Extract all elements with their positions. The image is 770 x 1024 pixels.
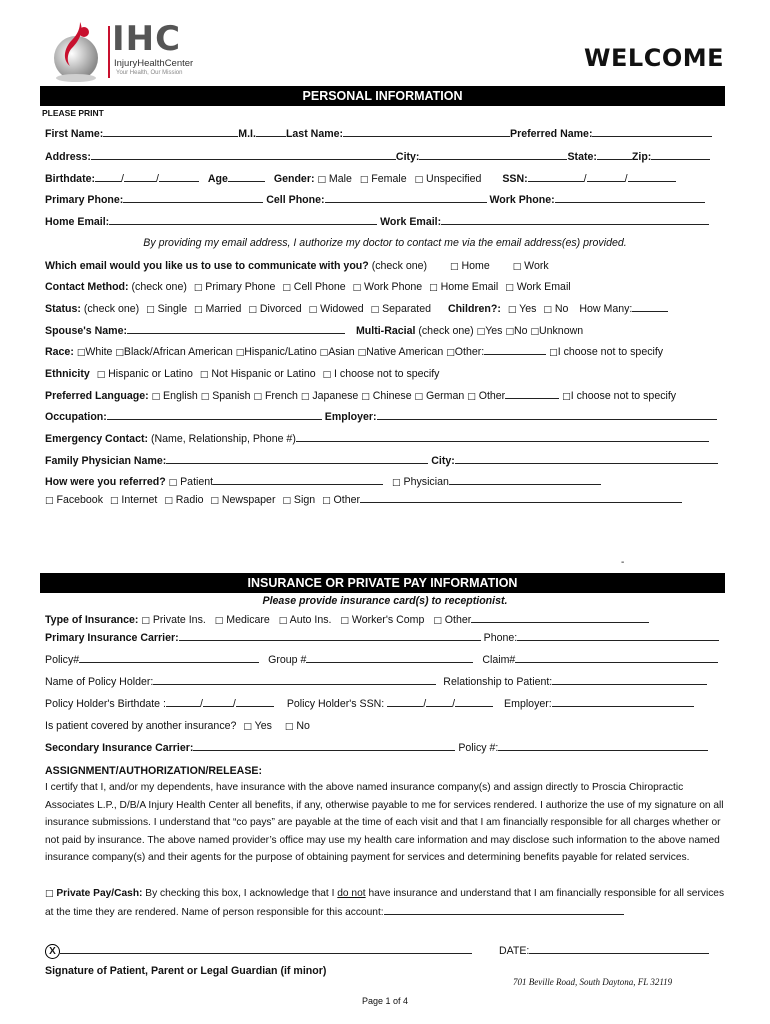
family-physician-field[interactable] xyxy=(166,454,428,464)
race-native-checkbox[interactable]: □ xyxy=(357,348,367,358)
physician-city-field[interactable] xyxy=(455,454,718,464)
referral-radio-checkbox[interactable]: □ xyxy=(164,496,173,506)
holder-ssn-part1-field[interactable] xyxy=(387,697,423,707)
occupation-label: Occupation: xyxy=(45,411,107,423)
ihc-logo xyxy=(50,18,220,86)
emergency-contact-label: Emergency Contact: xyxy=(45,433,149,445)
private-pay-do-not: do not xyxy=(337,888,366,899)
status-separated-checkbox[interactable]: □ xyxy=(370,305,380,315)
holder-ssn-label: Policy Holder's SSN: xyxy=(286,698,385,710)
primary-carrier-row xyxy=(45,631,724,645)
contact-work-phone-checkbox[interactable]: □ xyxy=(352,283,362,293)
holder-birth-day-field[interactable] xyxy=(203,697,233,707)
address-label: Address: xyxy=(45,151,91,163)
referral-source-row xyxy=(45,493,724,508)
work-email-label: Work Email: xyxy=(380,216,442,228)
holder-ssn-part3-field[interactable] xyxy=(455,697,493,707)
insurance-type-row xyxy=(45,613,724,628)
contact-work-phone-label: Work Phone xyxy=(364,281,423,293)
status-check-one: (check one) xyxy=(83,303,140,315)
race-other-field[interactable] xyxy=(484,345,546,355)
email-consent-text: By providing my email address, I authorize my doctor to contact me via the email address(es) provided. xyxy=(143,237,627,249)
spouse-row xyxy=(45,324,724,339)
language-english-checkbox[interactable]: □ xyxy=(151,392,161,402)
ins-private-checkbox[interactable]: □ xyxy=(141,616,150,626)
secondary-carrier-row xyxy=(45,741,724,755)
language-german-checkbox[interactable]: □ xyxy=(414,392,424,402)
work-email-field[interactable] xyxy=(441,215,709,225)
city-label: City: xyxy=(395,151,420,163)
private-pay-text-b: have insurance and understand that I am financially responsible for all services at the time they are rendered. Name of person responsible for this account: xyxy=(45,888,725,918)
email-home-label: Home xyxy=(461,260,490,272)
logo-title: IHC xyxy=(112,19,182,59)
race-row xyxy=(45,345,724,360)
birth-year-field[interactable] xyxy=(159,172,199,182)
birthdate-label: Birthdate: xyxy=(45,173,96,185)
multi-racial-no-checkbox[interactable]: □ xyxy=(505,327,514,337)
language-row xyxy=(45,389,724,404)
language-no-specify-label: I choose not to specify xyxy=(570,390,677,402)
private-pay-paragraph xyxy=(45,885,725,921)
race-hispanic-label: Hispanic/Latino xyxy=(244,346,317,358)
referral-other-checkbox[interactable]: □ xyxy=(322,496,331,506)
referral-physician-checkbox[interactable]: □ xyxy=(392,478,401,488)
ins-auto-label: Auto Ins. xyxy=(289,614,332,626)
zip-label: Zip: xyxy=(631,151,652,163)
contact-check-one: (check one) xyxy=(131,281,187,293)
policy-field[interactable] xyxy=(79,653,259,663)
gender-female-checkbox[interactable]: □ xyxy=(359,175,369,185)
phone-row xyxy=(45,193,724,207)
physician-city-label: City: xyxy=(431,455,455,467)
children-label: Children?: xyxy=(447,303,501,315)
assignment-heading: ASSIGNMENT/AUTHORIZATION/RELEASE: xyxy=(45,765,262,777)
emergency-contact-field[interactable] xyxy=(296,432,709,442)
other-insurance-label: Is patient covered by another insurance? xyxy=(45,720,237,732)
welcome-heading: WELCOME xyxy=(584,44,724,72)
status-married-label: Married xyxy=(205,303,242,315)
status-separated-label: Separated xyxy=(382,303,431,315)
group-field[interactable] xyxy=(306,653,473,663)
primary-carrier-label: Primary Insurance Carrier: xyxy=(45,632,179,644)
referral-patient-field[interactable] xyxy=(213,475,383,485)
insurance-header: INSURANCE OR PRIVATE PAY INFORMATION xyxy=(40,573,725,593)
ssn-part3-field[interactable] xyxy=(628,172,676,182)
primary-phone-label: Primary Phone: xyxy=(45,194,124,206)
referral-sign-label: Sign xyxy=(293,494,316,506)
birth-month-field[interactable] xyxy=(95,172,121,182)
holder-birthdate-row: Policy Holder's Birthdate : / / Policy Holder's SSN: / / Employer: xyxy=(45,697,724,711)
ethnicity-hispanic-label: Hispanic or Latino xyxy=(108,368,193,380)
holder-birth-month-field[interactable] xyxy=(166,697,200,707)
race-black-label: Black/African American xyxy=(123,346,233,358)
policy-holder-row xyxy=(45,675,724,689)
referral-row xyxy=(45,475,724,490)
name-row xyxy=(45,127,724,141)
mi-field[interactable] xyxy=(256,127,286,137)
ins-other-field[interactable] xyxy=(471,613,649,623)
language-english-label: English xyxy=(163,390,198,402)
secondary-carrier-field[interactable] xyxy=(193,741,455,751)
ethnicity-hispanic-checkbox[interactable]: □ xyxy=(96,370,106,380)
multi-racial-unknown-label: Unknown xyxy=(538,325,584,337)
state-label: State: xyxy=(567,151,597,163)
cell-phone-field[interactable] xyxy=(325,193,487,203)
contact-cell-phone-checkbox[interactable]: □ xyxy=(282,283,291,293)
language-french-checkbox[interactable]: □ xyxy=(253,392,262,402)
language-japanese-label: Japanese xyxy=(312,390,359,402)
address-field[interactable] xyxy=(91,150,396,160)
holder-employer-field[interactable] xyxy=(552,697,694,707)
email-row xyxy=(45,215,724,229)
children-no-label: No xyxy=(554,303,569,315)
language-german-label: German xyxy=(426,390,465,402)
referral-physician-field[interactable] xyxy=(449,475,601,485)
email-preference-row xyxy=(45,259,724,274)
contact-primary-phone-label: Primary Phone xyxy=(205,281,276,293)
cell-phone-label: Cell Phone: xyxy=(266,194,325,206)
race-other-label: Other: xyxy=(454,346,485,358)
first-name-label: First Name: xyxy=(45,128,104,140)
carrier-phone-label: Phone: xyxy=(483,632,518,644)
language-chinese-label: Chinese xyxy=(372,390,412,402)
secondary-carrier-label: Secondary Insurance Carrier: xyxy=(45,742,194,754)
contact-work-email-checkbox[interactable]: □ xyxy=(505,283,514,293)
referral-radio-label: Radio xyxy=(175,494,204,506)
multi-racial-unknown-checkbox[interactable]: □ xyxy=(530,327,539,337)
provide-cards-text: Please provide insurance card(s) to receptionist. xyxy=(262,595,508,607)
emergency-row xyxy=(45,432,724,446)
group-label: Group # xyxy=(268,654,307,666)
race-other-checkbox[interactable]: □ xyxy=(446,348,455,358)
work-phone-field[interactable] xyxy=(555,193,705,203)
race-asian-label: Asian xyxy=(328,346,355,358)
language-japanese-checkbox[interactable]: □ xyxy=(300,392,310,402)
referral-sign-checkbox[interactable]: □ xyxy=(282,496,291,506)
ethnicity-no-specify-label: I choose not to specify xyxy=(334,368,440,380)
status-single-label: Single xyxy=(157,303,188,315)
race-white-checkbox[interactable]: □ xyxy=(76,348,86,358)
responsible-person-field[interactable] xyxy=(384,905,624,915)
check-one-label: (check one) xyxy=(371,260,428,272)
race-white-label: White xyxy=(85,346,113,358)
last-name-field[interactable] xyxy=(343,127,510,137)
referral-facebook-checkbox[interactable]: □ xyxy=(45,496,54,506)
referral-internet-label: Internet xyxy=(121,494,158,506)
gender-unspecified-checkbox[interactable]: □ xyxy=(414,175,424,185)
contact-cell-phone-label: Cell Phone xyxy=(293,281,346,293)
signature-row xyxy=(45,944,724,959)
ethnicity-not-hispanic-checkbox[interactable]: □ xyxy=(199,370,209,380)
occupation-row xyxy=(45,410,724,424)
employer-label: Employer: xyxy=(324,411,377,423)
employer-field[interactable] xyxy=(377,410,717,420)
contact-method-row xyxy=(45,280,724,295)
first-name-field[interactable] xyxy=(103,127,238,137)
logo-figure-icon xyxy=(50,18,106,84)
gender-label: Gender: xyxy=(273,173,315,185)
language-other-checkbox[interactable]: □ xyxy=(467,392,476,402)
claim-field[interactable] xyxy=(515,653,718,663)
language-spanish-checkbox[interactable]: □ xyxy=(200,392,210,402)
ins-auto-checkbox[interactable]: □ xyxy=(278,616,288,626)
ins-other-label: Other xyxy=(444,614,472,626)
race-no-specify-checkbox[interactable]: □ xyxy=(549,348,558,358)
ethnicity-no-specify-checkbox[interactable]: □ xyxy=(322,370,332,380)
children-yes-label: Yes xyxy=(519,303,537,315)
home-email-label: Home Email: xyxy=(45,216,110,228)
birth-day-field[interactable] xyxy=(124,172,156,182)
race-hispanic-checkbox[interactable]: □ xyxy=(235,348,245,358)
contact-work-email-label: Work Email xyxy=(516,281,571,293)
signature-x-icon: X xyxy=(45,944,60,959)
language-other-field[interactable] xyxy=(505,389,559,399)
contact-method-label: Contact Method: xyxy=(45,281,129,293)
how-many-label: How Many: xyxy=(579,303,633,315)
gender-male-checkbox[interactable]: □ xyxy=(317,175,326,185)
ins-private-label: Private Ins. xyxy=(152,614,206,626)
private-pay-checkbox[interactable]: □ xyxy=(45,889,54,899)
other-insurance-yes-label: Yes xyxy=(254,720,272,732)
referral-patient-label: Patient xyxy=(180,476,214,488)
logo-tagline: Your Health, Our Mission xyxy=(116,70,183,76)
ssn-part1-field[interactable] xyxy=(528,172,584,182)
private-pay-label: Private Pay/Cash: xyxy=(56,888,143,899)
referral-patient-checkbox[interactable]: □ xyxy=(168,478,178,488)
children-yes-checkbox[interactable]: □ xyxy=(507,305,517,315)
language-spanish-label: Spanish xyxy=(212,390,251,402)
email-question-label: Which email would you like us to use to communicate with you? xyxy=(45,260,369,272)
mi-label: M.I. xyxy=(238,128,256,140)
contact-home-email-checkbox[interactable]: □ xyxy=(429,283,438,293)
work-phone-label: Work Phone: xyxy=(489,194,555,206)
ethnicity-label: Ethnicity xyxy=(45,368,90,380)
referral-newspaper-label: Newspaper xyxy=(221,494,276,506)
last-name-label: Last Name: xyxy=(285,128,344,140)
email-work-checkbox[interactable]: □ xyxy=(512,262,522,272)
multi-racial-no-label: No xyxy=(513,325,528,337)
insurance-type-label: Type of Insurance: xyxy=(45,614,139,626)
date-label: DATE: xyxy=(498,945,530,957)
other-insurance-yes-checkbox[interactable]: □ xyxy=(243,722,252,732)
ins-workers-comp-label: Worker's Comp xyxy=(351,614,425,626)
holder-employer-label: Employer: xyxy=(504,698,552,710)
birthdate-row: Birthdate: / / Age Gender: □ Male □ Female □ Unspecified SSN: / / xyxy=(45,172,724,187)
preferred-language-label: Preferred Language: xyxy=(45,390,149,402)
status-single-checkbox[interactable]: □ xyxy=(146,305,155,315)
policy-label: Policy# xyxy=(45,654,80,666)
status-married-checkbox[interactable]: □ xyxy=(194,305,203,315)
other-insurance-no-checkbox[interactable]: □ xyxy=(284,722,294,732)
policy-holder-name-field[interactable] xyxy=(153,675,436,685)
relationship-label: Relationship to Patient: xyxy=(443,676,553,688)
referral-internet-checkbox[interactable]: □ xyxy=(109,496,119,506)
ins-medicare-checkbox[interactable]: □ xyxy=(214,616,224,626)
multi-racial-yes-label: Yes xyxy=(485,325,503,337)
ins-medicare-label: Medicare xyxy=(226,614,270,626)
state-field[interactable] xyxy=(597,150,632,160)
referral-facebook-label: Facebook xyxy=(56,494,103,506)
race-black-checkbox[interactable]: □ xyxy=(115,348,124,358)
holder-ssn-part2-field[interactable] xyxy=(426,697,452,707)
secondary-policy-label: Policy #: xyxy=(458,742,499,754)
multi-racial-yes-checkbox[interactable]: □ xyxy=(476,327,486,337)
referral-other-label: Other xyxy=(333,494,361,506)
referral-label: How were you referred? xyxy=(45,476,166,488)
primary-carrier-field[interactable] xyxy=(179,631,481,641)
contact-home-email-label: Home Email xyxy=(440,281,499,293)
email-home-checkbox[interactable]: □ xyxy=(450,262,459,272)
spouse-name-label: Spouse's Name: xyxy=(45,325,127,337)
contact-primary-phone-checkbox[interactable]: □ xyxy=(193,283,203,293)
race-native-label: Native American xyxy=(366,346,444,358)
ins-workers-comp-checkbox[interactable]: □ xyxy=(340,616,349,626)
language-other-label: Other xyxy=(478,390,506,402)
date-field[interactable] xyxy=(529,944,709,954)
claim-label: Claim# xyxy=(482,654,516,666)
status-widowed-label: Widowed xyxy=(320,303,364,315)
holder-birthdate-label: Policy Holder's Birthdate : xyxy=(45,698,166,710)
other-insurance-row xyxy=(45,719,724,734)
signature-field[interactable] xyxy=(60,944,472,954)
multi-racial-label: Multi-Racial xyxy=(355,325,416,337)
language-no-specify-checkbox[interactable]: □ xyxy=(562,392,571,402)
address-row xyxy=(45,150,724,164)
other-insurance-no-label: No xyxy=(296,720,310,732)
referral-physician-label: Physician xyxy=(403,476,449,488)
home-email-field[interactable] xyxy=(109,215,377,225)
status-label: Status: xyxy=(45,303,81,315)
gender-female-label: Female xyxy=(371,173,407,185)
children-no-checkbox[interactable]: □ xyxy=(543,305,552,315)
clinic-address: 701 Beville Road, South Daytona, FL 32119 xyxy=(513,977,673,987)
email-work-label: Work xyxy=(524,260,549,272)
ethnicity-not-hispanic-label: Not Hispanic or Latino xyxy=(211,368,316,380)
race-no-specify-label: I choose not to specify xyxy=(557,346,664,358)
spouse-name-field[interactable] xyxy=(127,324,345,334)
age-field[interactable] xyxy=(228,172,265,182)
ins-other-checkbox[interactable]: □ xyxy=(433,616,442,626)
relationship-field[interactable] xyxy=(552,675,707,685)
status-row xyxy=(45,302,724,317)
stray-mark: - xyxy=(621,557,625,568)
city-field[interactable] xyxy=(419,150,567,160)
policy-row xyxy=(45,653,724,667)
status-widowed-checkbox[interactable]: □ xyxy=(308,305,318,315)
please-print-label: PLEASE PRINT xyxy=(42,108,104,118)
zip-field[interactable] xyxy=(651,150,710,160)
primary-phone-field[interactable] xyxy=(123,193,263,203)
how-many-field[interactable] xyxy=(632,302,668,312)
emergency-detail-label: (Name, Relationship, Phone #) xyxy=(150,433,296,445)
assignment-text: I certify that I, and/or my dependents, have insurance with the above named insurance company(s) and assign directly to Proscia Chiropractic Associates L.P., D/B/A Injury Health Center all benefits, if any, otherwise payable to me for services rendered. I authorize the use of my signature on all insurance submissions. I understand that “co pays” are payable at the time of each visit and that I am financially responsible for all charges whether or not paid by insurance. The above named provider’s office may use my health care information and may disclose such information to the above named insurance company(s) and their agents for the purpose of obtaining payment for services and determining benefits payable for related services. xyxy=(45,782,724,863)
ssn-label: SSN: xyxy=(502,173,528,185)
physician-row xyxy=(45,454,724,468)
race-label: Race: xyxy=(45,346,74,358)
referral-newspaper-checkbox[interactable]: □ xyxy=(210,496,219,506)
referral-other-field[interactable] xyxy=(360,493,682,503)
private-pay-text-a: By checking this box, I acknowledge that I xyxy=(145,888,335,899)
carrier-phone-field[interactable] xyxy=(517,631,719,641)
multi-racial-check-one: (check one) xyxy=(418,325,474,337)
status-divorced-checkbox[interactable]: □ xyxy=(248,305,257,315)
preferred-name-label: Preferred Name: xyxy=(510,128,593,140)
language-french-label: French xyxy=(264,390,298,402)
race-asian-checkbox[interactable]: □ xyxy=(319,348,329,358)
signature-caption: Signature of Patient, Parent or Legal Guardian (if minor) xyxy=(45,965,327,977)
language-chinese-checkbox[interactable]: □ xyxy=(361,392,370,402)
secondary-policy-field[interactable] xyxy=(498,741,708,751)
preferred-name-field[interactable] xyxy=(592,127,712,137)
family-physician-label: Family Physician Name: xyxy=(45,455,167,467)
ssn-part2-field[interactable] xyxy=(587,172,625,182)
page-number: Page 1 of 4 xyxy=(361,996,409,1006)
logo-subtitle: InjuryHealthCenter xyxy=(114,58,194,69)
policy-holder-name-label: Name of Policy Holder: xyxy=(45,676,154,688)
gender-male-label: Male xyxy=(328,173,352,185)
holder-birth-year-field[interactable] xyxy=(236,697,274,707)
personal-info-header: PERSONAL INFORMATION xyxy=(40,86,725,106)
gender-unspecified-label: Unspecified xyxy=(426,173,482,185)
age-label: Age xyxy=(207,173,228,185)
occupation-field[interactable] xyxy=(107,410,322,420)
logo-divider xyxy=(108,26,110,78)
status-divorced-label: Divorced xyxy=(259,303,302,315)
ethnicity-row xyxy=(45,367,724,382)
